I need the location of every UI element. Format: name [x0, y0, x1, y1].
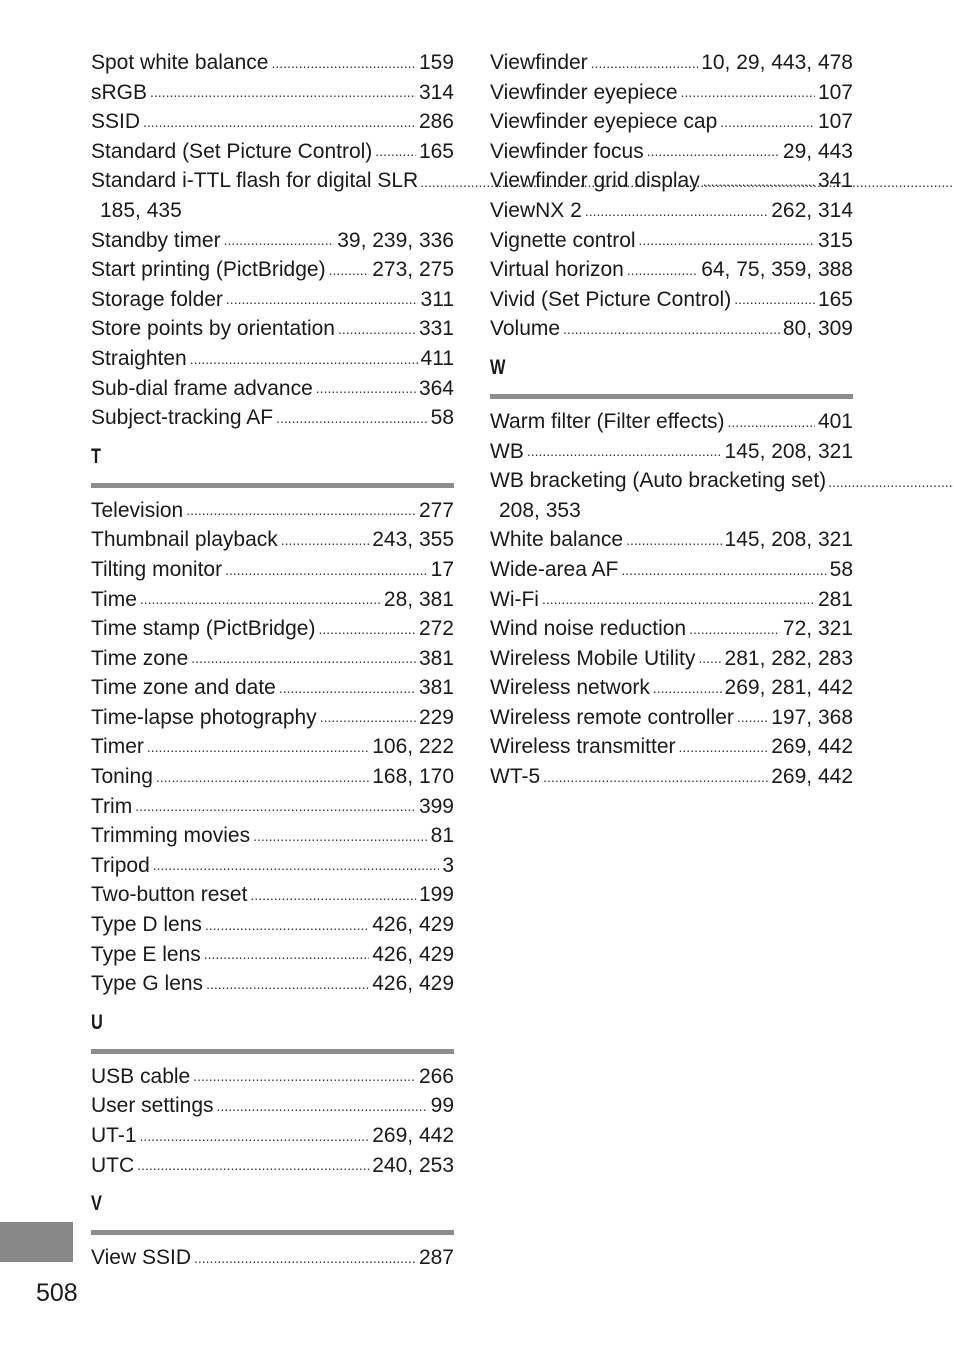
- index-pages: 399: [418, 794, 454, 818]
- section-divider: [91, 1049, 454, 1054]
- index-pages: 315: [817, 228, 853, 252]
- dot-leader: [734, 289, 815, 314]
- index-pages: 10, 29, 443, 478: [701, 51, 853, 74]
- index-pages: 411: [420, 346, 454, 370]
- index-term: Wind noise reduction: [490, 617, 687, 641]
- index-entry: [91, 314, 454, 344]
- index-pages: 159: [418, 51, 454, 74]
- index-pages: 64, 75, 359, 388: [701, 258, 853, 282]
- index-entry: [490, 166, 853, 196]
- index-term: Trim: [91, 794, 133, 818]
- dot-leader: [653, 678, 722, 703]
- dot-leader: [542, 589, 815, 614]
- index-pages: 17: [430, 557, 454, 581]
- index-pages: 381: [418, 646, 454, 670]
- index-entry: [91, 48, 454, 78]
- index-section: [490, 354, 853, 792]
- index-term: Time zone and date: [91, 676, 276, 700]
- index-entry: [91, 1062, 454, 1092]
- index-pages: 107: [817, 80, 853, 104]
- index-pages: 277: [418, 498, 454, 522]
- index-column-right: [490, 48, 853, 792]
- index-term: Virtual horizon: [490, 258, 624, 282]
- index-term: Toning: [91, 765, 153, 789]
- index-entry: [91, 851, 454, 881]
- dot-leader: [698, 648, 721, 673]
- index-pages: 273, 275: [372, 258, 454, 282]
- index-entry: [490, 466, 853, 525]
- index-entry: [91, 880, 454, 910]
- dot-leader: [226, 289, 418, 314]
- index-entry: [91, 940, 454, 970]
- index-pages: 81: [430, 824, 454, 848]
- index-pages: 243, 355: [372, 528, 454, 552]
- section-divider: [91, 1230, 454, 1235]
- index-entry: [490, 673, 853, 703]
- dot-leader: [316, 378, 416, 403]
- dot-leader: [140, 589, 381, 614]
- index-pages: 208, 353: [499, 498, 581, 522]
- index-entry: [91, 1151, 454, 1181]
- index-pages: 286: [418, 110, 454, 134]
- index-entry: [91, 1091, 454, 1121]
- dot-leader: [217, 1096, 428, 1121]
- dot-leader: .... .....: [828, 474, 954, 495]
- index-pages: 99: [430, 1094, 454, 1118]
- index-entry: [91, 673, 454, 703]
- dot-leader: [137, 1155, 369, 1180]
- index-entry: [91, 555, 454, 585]
- index-term: Viewfinder eyepiece cap: [490, 110, 718, 134]
- index-pages: 269, 442: [372, 1124, 454, 1147]
- index-term: Wireless remote controller: [490, 705, 734, 729]
- index-term: Storage folder: [91, 287, 223, 311]
- index-pages: 80, 309: [782, 317, 853, 341]
- index-pages: 240, 253: [372, 1153, 454, 1177]
- dot-leader: [689, 619, 780, 644]
- index-entry: [91, 644, 454, 674]
- index-entry: [91, 374, 454, 404]
- index-term: Vignette control: [490, 228, 636, 252]
- index-pages: 199: [418, 883, 454, 907]
- index-term: Trimming movies: [91, 824, 251, 848]
- index-term: SSID: [91, 110, 141, 134]
- index-entry: [490, 437, 853, 467]
- index-pages: 197, 368: [771, 705, 853, 729]
- dot-leader: [621, 560, 826, 585]
- index-entry: [490, 255, 853, 285]
- dot-leader: [375, 141, 416, 166]
- index-pages: 281: [817, 587, 853, 611]
- index-term: Warm filter (Filter effects): [490, 409, 725, 433]
- page-tab-marker: [0, 1222, 73, 1262]
- index-term: Straighten: [91, 346, 187, 370]
- index-entry: [490, 585, 853, 615]
- index-section: [91, 1009, 454, 1180]
- dot-leader: [186, 500, 416, 525]
- index-term: Tripod: [91, 853, 150, 877]
- index-entry: [91, 1243, 454, 1273]
- index-term: WB: [490, 439, 524, 463]
- dot-leader: [250, 885, 416, 910]
- index-pages: 58: [430, 406, 454, 430]
- index-term: Timer: [91, 735, 144, 759]
- dot-leader: [194, 1248, 416, 1273]
- dot-leader: [737, 707, 768, 732]
- index-entry: [91, 969, 454, 999]
- index-term: Viewfinder eyepiece: [490, 80, 678, 104]
- index-term: WT-5: [490, 765, 541, 789]
- dot-leader: [276, 408, 428, 433]
- section-letter-heading: V: [91, 1192, 102, 1216]
- index-pages: 72, 321: [782, 617, 853, 641]
- dot-leader: [720, 112, 815, 137]
- index-term: User settings: [91, 1094, 214, 1118]
- index-term: Television: [91, 498, 184, 522]
- index-term: Time: [91, 587, 137, 611]
- index-term: Type E lens: [91, 942, 201, 966]
- index-column-left: [91, 48, 454, 1273]
- index-entry: [490, 48, 853, 78]
- index-term: Standard (Set Picture Control): [91, 139, 373, 163]
- index-term: Wi-Fi: [490, 587, 539, 611]
- dot-leader: [527, 441, 722, 466]
- index-term: Standby timer: [91, 228, 221, 252]
- dot-leader: [681, 82, 815, 107]
- dot-leader: [626, 530, 721, 555]
- index-pages: 262, 314: [771, 198, 853, 222]
- index-term: Store points by orientation: [91, 317, 335, 341]
- dot-leader: [281, 530, 369, 555]
- index-term: Subject-tracking AF: [91, 406, 274, 430]
- index-term: Thumbnail playback: [91, 528, 278, 552]
- dot-leader: [279, 678, 416, 703]
- index-pages: 3: [442, 853, 454, 877]
- page-number: 508: [36, 1279, 78, 1307]
- index-term: Time stamp (PictBridge): [91, 617, 316, 641]
- dot-leader: [206, 974, 369, 999]
- index-pages: 314: [418, 80, 454, 104]
- index-section: [91, 443, 454, 999]
- dot-leader: [338, 319, 416, 344]
- index-term: Type G lens: [91, 972, 204, 996]
- index-term: UTC: [91, 1153, 135, 1177]
- dot-leader: [140, 1126, 370, 1151]
- index-term: Time zone: [91, 646, 189, 670]
- index-pages: 106, 222: [372, 735, 454, 759]
- dot-leader: .... .....: [420, 174, 954, 195]
- index-entry: [91, 732, 454, 762]
- index-pages: 58: [829, 557, 853, 581]
- index-entry: [91, 792, 454, 822]
- index-term: Wireless network: [490, 676, 650, 700]
- index-pages: 266: [418, 1064, 454, 1088]
- dot-leader: [639, 230, 815, 255]
- index-entry: [490, 78, 853, 108]
- index-term: sRGB: [91, 80, 148, 104]
- dot-leader: [190, 349, 418, 374]
- index-pages: 341: [817, 169, 853, 193]
- index-entry: [91, 703, 454, 733]
- index-pages: 39, 239, 336: [337, 228, 454, 252]
- index-entry: [490, 525, 853, 555]
- index-term-line: [490, 466, 954, 496]
- dot-leader: [135, 796, 416, 821]
- dot-leader: [253, 826, 428, 851]
- index-pages: 269, 442: [771, 735, 853, 759]
- dot-leader: [728, 412, 815, 437]
- dot-leader: [679, 737, 769, 762]
- dot-leader: [225, 560, 428, 585]
- index-entry: [91, 137, 454, 167]
- index-entry: [490, 614, 853, 644]
- dot-leader: [204, 944, 370, 969]
- dot-leader: [591, 53, 699, 78]
- index-entry: [91, 525, 454, 555]
- index-term: Spot white balance: [91, 51, 269, 74]
- index-entry: [490, 137, 853, 167]
- dot-leader: [147, 737, 369, 762]
- index-term: Time-lapse photography: [91, 705, 317, 729]
- index-entry: [91, 403, 454, 433]
- index-pages: 364: [418, 376, 454, 400]
- index-pages: 28, 381: [383, 587, 454, 611]
- dot-leader: [647, 141, 780, 166]
- index-pages: 401: [817, 409, 853, 433]
- index-term: Wireless Mobile Utility: [490, 646, 696, 670]
- index-term: Viewfinder focus: [490, 139, 644, 163]
- index-pages: 269, 442: [771, 765, 853, 789]
- index-entry: [91, 762, 454, 792]
- index-section: [91, 1190, 454, 1273]
- index-pages: 165: [418, 139, 454, 163]
- index-entry: [91, 585, 454, 615]
- index-pages: 145, 208, 321: [724, 439, 853, 463]
- section-divider: [490, 394, 853, 399]
- index-entry: [490, 226, 853, 256]
- index-entry: [91, 496, 454, 526]
- index-term: USB cable: [91, 1064, 191, 1088]
- index-term: UT-1: [91, 1124, 137, 1147]
- index-pages: 229: [418, 705, 454, 729]
- dot-leader: [563, 319, 780, 344]
- dot-leader: [543, 767, 768, 792]
- index-entry: [490, 762, 853, 792]
- index-entry: [91, 1121, 454, 1151]
- index-entry: [91, 285, 454, 315]
- section-divider: [91, 483, 454, 488]
- index-entry: [91, 255, 454, 285]
- index-term: Two-button reset: [91, 883, 248, 907]
- section-letter-heading: W: [490, 355, 506, 379]
- dot-leader: [320, 707, 416, 732]
- index-term: Standard i-TTL flash for digital SLR: [91, 169, 419, 193]
- index-entry: [91, 78, 454, 108]
- index-entry: [91, 107, 454, 137]
- index-entry: [490, 314, 853, 344]
- dot-leader: [150, 82, 416, 107]
- index-term: Viewfinder: [490, 51, 588, 74]
- dot-leader: [205, 915, 369, 940]
- index-entry: [91, 910, 454, 940]
- index-pages: 426, 429: [372, 913, 454, 937]
- index-pages: 29, 443: [782, 139, 853, 163]
- index-term: White balance: [490, 528, 624, 552]
- index-pages: 426, 429: [372, 942, 454, 966]
- dot-leader: [224, 230, 335, 255]
- index-pages: 381: [418, 676, 454, 700]
- index-term: Wireless transmitter: [490, 735, 676, 759]
- index-entry: [490, 407, 853, 437]
- index-entry: [490, 107, 853, 137]
- index-term: Volume: [490, 317, 561, 341]
- index-entry: [490, 555, 853, 585]
- dot-leader: [193, 1066, 416, 1091]
- index-term: Vivid (Set Picture Control): [490, 287, 732, 311]
- index-pages: 426, 429: [372, 972, 454, 996]
- index-pages: 145, 208, 321: [724, 528, 853, 552]
- dot-leader: [156, 767, 369, 792]
- index-pages: 287: [418, 1246, 454, 1270]
- index-term: Wide-area AF: [490, 557, 619, 581]
- section-letter-heading: U: [91, 1010, 103, 1034]
- section-letter-heading: T: [91, 444, 102, 468]
- dot-leader: [329, 260, 370, 285]
- index-term: Start printing (PictBridge): [91, 258, 326, 282]
- dot-leader: [153, 855, 440, 880]
- dot-leader: [627, 260, 698, 285]
- index-term: WB bracketing (Auto bracketing set): [490, 469, 827, 493]
- index-entry: [91, 821, 454, 851]
- index-term: Type D lens: [91, 913, 202, 937]
- index-entry: [91, 166, 454, 225]
- dot-leader: [585, 201, 768, 226]
- dot-leader: [191, 648, 416, 673]
- index-pages: 269, 281, 442: [724, 676, 853, 700]
- index-pages: 311: [420, 287, 454, 311]
- index-entry: [490, 644, 853, 674]
- index-entry: [490, 703, 853, 733]
- index-term: View SSID: [91, 1246, 191, 1270]
- index-entry: [490, 732, 853, 762]
- index-entry: [91, 226, 454, 256]
- index-entry: [91, 614, 454, 644]
- dot-leader: [271, 53, 415, 78]
- index-pages: 185, 435: [100, 198, 182, 222]
- index-term: ViewNX 2: [490, 198, 582, 222]
- index-term: Sub-dial frame advance: [91, 376, 313, 400]
- index-pages: 107: [817, 110, 853, 134]
- index-entry: [490, 196, 853, 226]
- index-entry: [91, 344, 454, 374]
- index-pages: 165: [817, 287, 853, 311]
- index-entry: [490, 285, 853, 315]
- dot-leader: [703, 171, 815, 196]
- index-term: Tilting monitor: [91, 557, 223, 581]
- index-pages: 281, 282, 283: [724, 646, 853, 670]
- dot-leader: [318, 619, 416, 644]
- index-term: Viewfinder grid display: [490, 169, 700, 193]
- index-pages: 331: [418, 317, 454, 341]
- index-pages: 168, 170: [372, 765, 454, 789]
- dot-leader: [143, 112, 416, 137]
- index-pages: 272: [418, 617, 454, 641]
